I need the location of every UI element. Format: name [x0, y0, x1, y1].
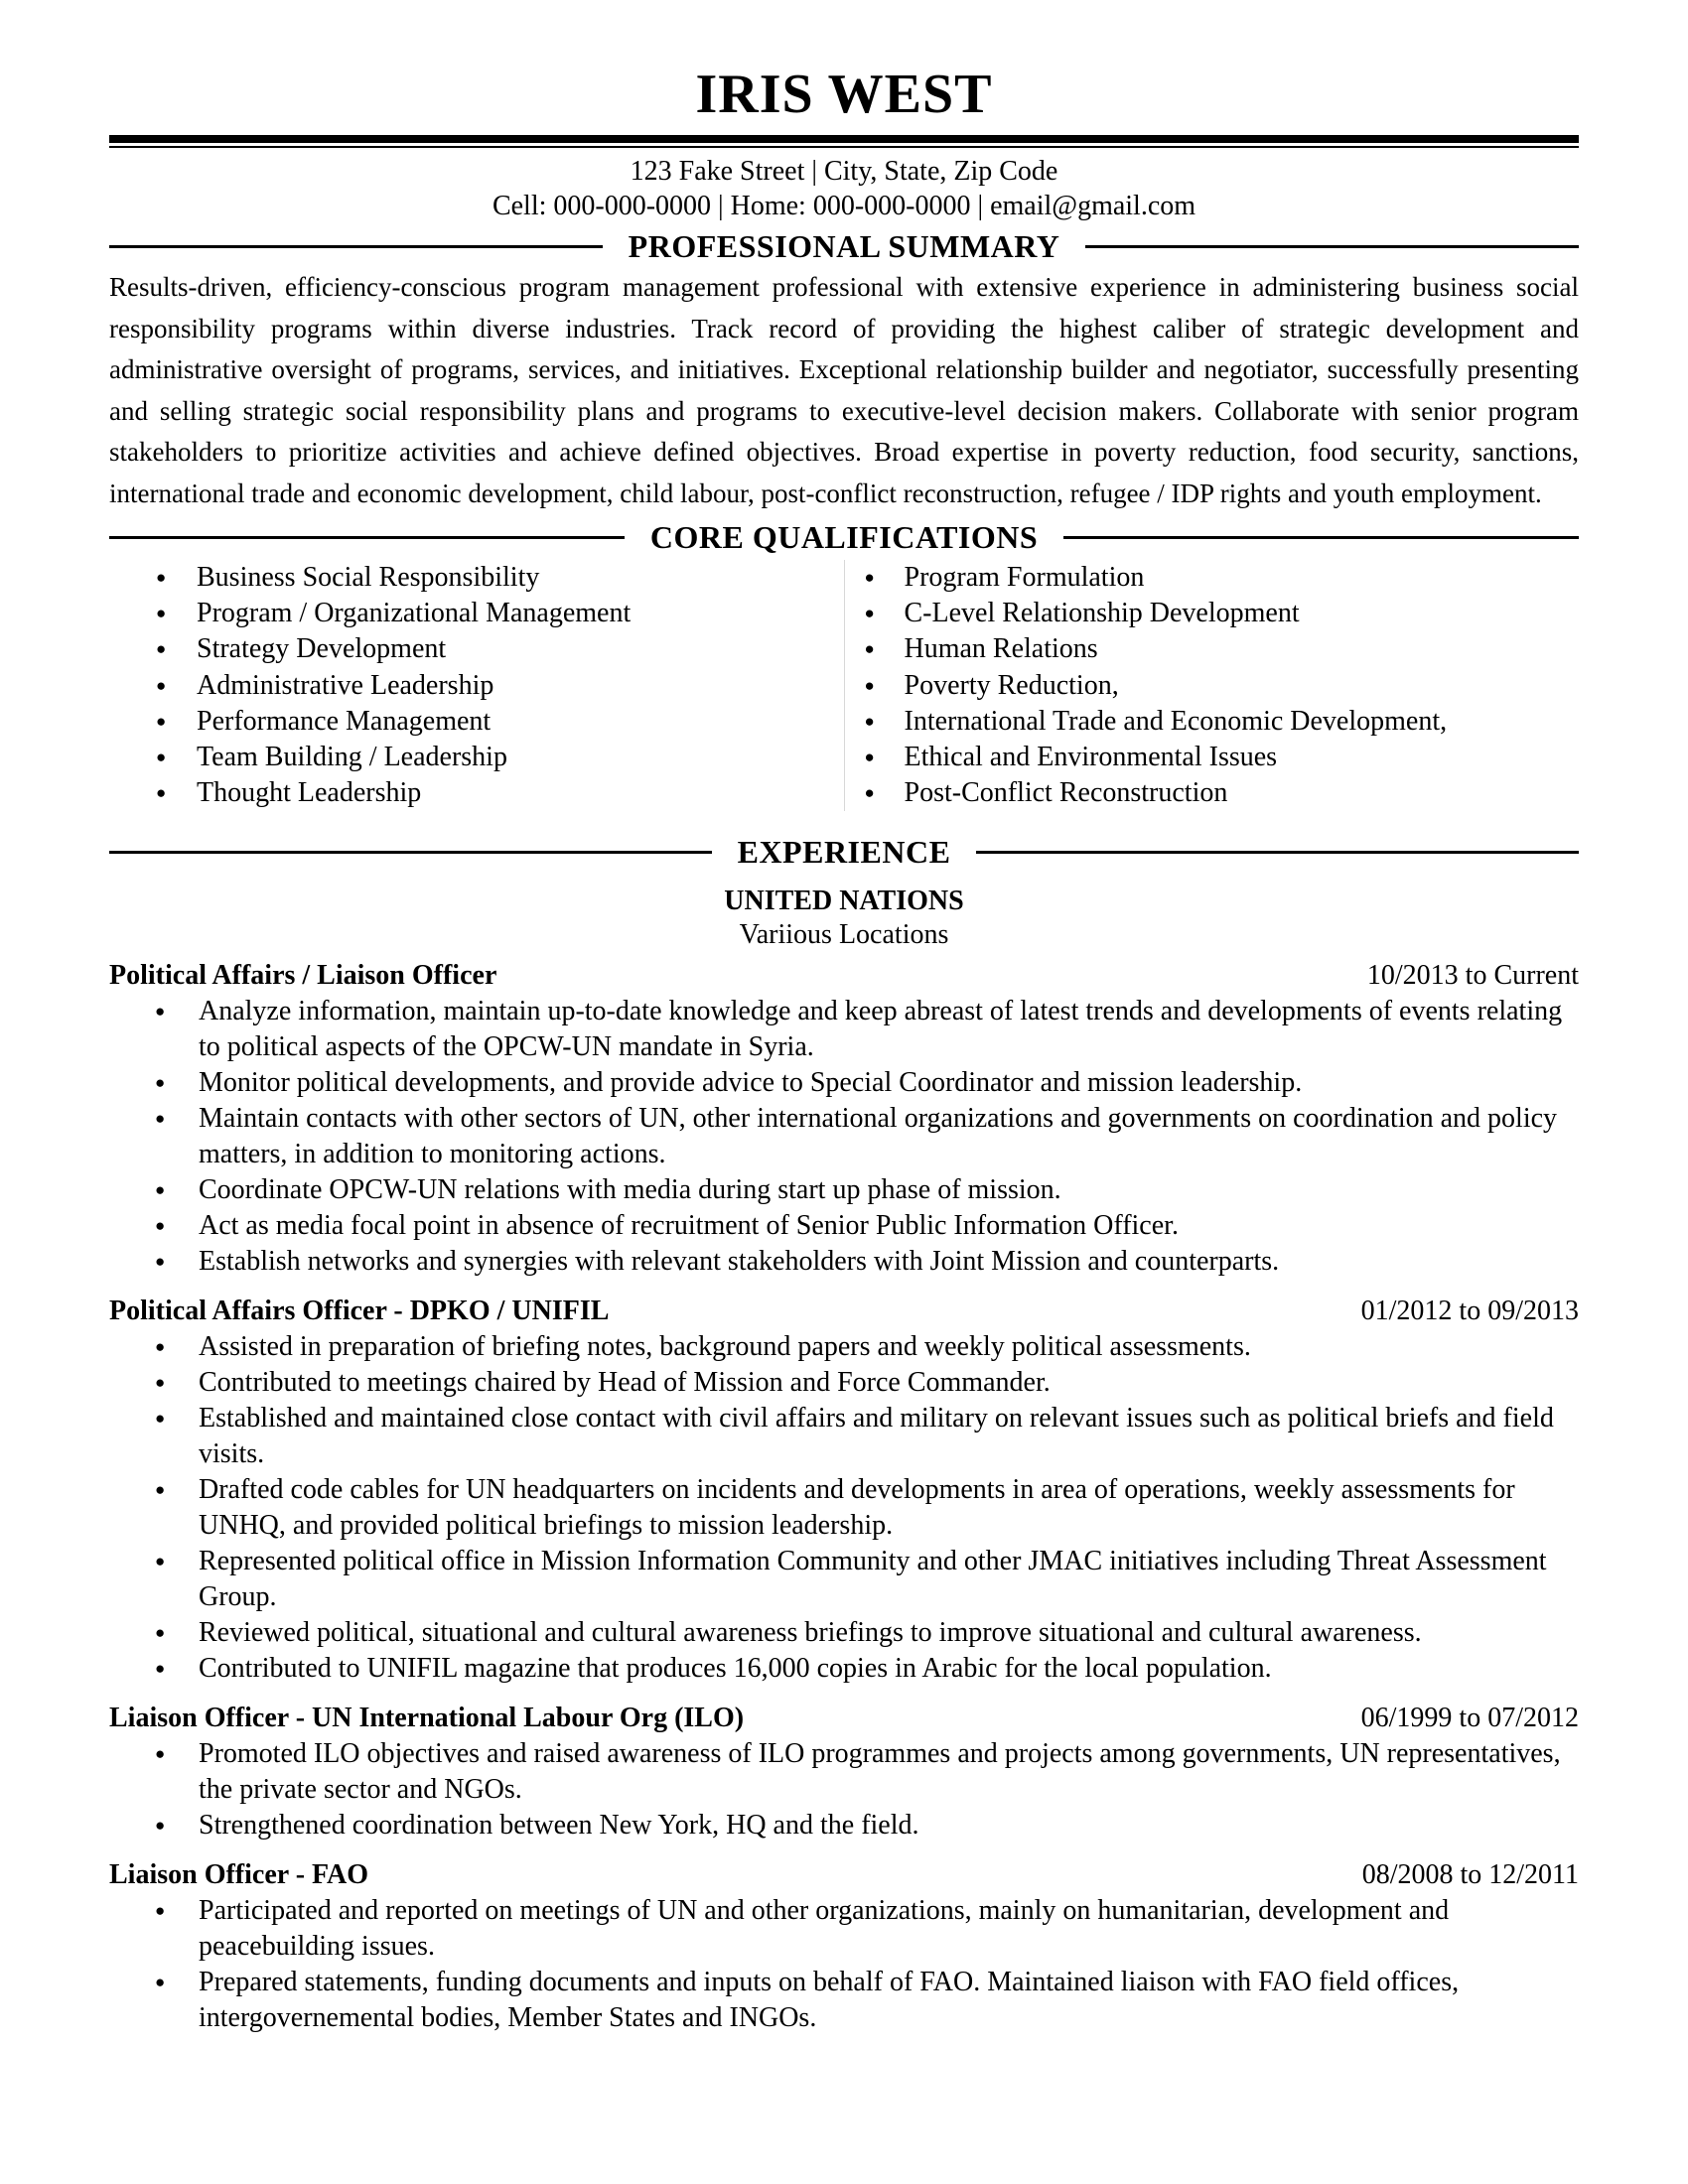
- summary-text: Results-driven, efficiency-conscious program management professional with extensive experience in administering business social responsibility programs within diverse industries. Track record of providing the highest caliber of strategic development and administrative oversight of programs, services, and initiatives. Exceptional relationship builder and negotiator, successfully presenting and selling strategic social responsibility plans and programs to executive-level decision makers. Collaborate with senior program stakeholders to prioritize activities and achieve defined objectives. Broad expertise in poverty reduction, food security, sanctions, international trade and economic development, child labour, post-conflict reconstruction, refugee / IDP rights and youth employment.: [109, 272, 1579, 508]
- job-bullet: ● Contributed to UNIFIL magazine that produces 16,000 copies in Arabic for the local population.: [109, 1651, 1579, 1687]
- job-dates: 08/2008 to 12/2011: [1361, 1859, 1579, 1891]
- qualification-item: ● Team Building / Leadership: [109, 740, 844, 775]
- contact-phones: Cell: 000-000-0000 | Home: 000-000-0000 | email@gmail.com: [492, 191, 1196, 221]
- job-bullets: [109, 1736, 1579, 1843]
- employer-location: Variious Locations: [739, 919, 949, 951]
- job-bullets: [109, 1893, 1579, 2036]
- job-bullets: [109, 994, 1579, 1280]
- summary-heading-row: [109, 227, 1579, 265]
- heading-rule-right: [1063, 536, 1579, 539]
- job-header: [109, 1294, 1579, 1329]
- job-bullet: ● Analyze information, maintain up-to-date knowledge and keep abreast of latest trends and developments of events relating to political aspects of the OPCW-UN mandate in Syria.: [109, 994, 1579, 1065]
- summary-heading: PROFESSIONAL SUMMARY: [628, 228, 1060, 264]
- heading-rule-right: [1085, 245, 1579, 248]
- job-bullet: ● Drafted code cables for UN headquarters on incidents and developments in area of operations, weekly assessments for UNHQ, and provided political briefings to mission leadership.: [109, 1472, 1579, 1544]
- job-entry: [109, 1701, 1579, 1843]
- heading-rule-right: [976, 851, 1579, 854]
- job-bullet: ● Coordinate OPCW-UN relations with media during start up phase of mission.: [109, 1172, 1579, 1208]
- job-title: Political Affairs / Liaison Officer: [109, 960, 497, 992]
- employer-name: UNITED NATIONS: [724, 886, 964, 917]
- header-rule-thick: [109, 135, 1579, 143]
- job-bullet: ● Prepared statements, funding documents and inputs on behalf of FAO. Maintained liaison with FAO field offices, intergovernemental bodies, Member States and INGOs.: [109, 1965, 1579, 2036]
- qualification-item: ● Business Social Responsibility: [109, 560, 844, 596]
- job-bullet: ● Establish networks and synergies with relevant stakeholders with Joint Mission and counterparts.: [109, 1244, 1579, 1280]
- job-entry: [109, 958, 1579, 1280]
- job-bullet: ● Participated and reported on meetings of UN and other organizations, mainly on humanitarian, development and peacebuilding issues.: [109, 1893, 1579, 1965]
- qualifications-right-list: [845, 560, 1580, 811]
- job-bullet: ● Maintain contacts with other sectors of UN, other international organizations and governments on coordination and policy matters, in addition to monitoring actions.: [109, 1101, 1579, 1172]
- heading-rule-left: [109, 851, 712, 854]
- experience-heading-row: [109, 833, 1579, 871]
- job-title: Political Affairs Officer - DPKO / UNIFIL: [109, 1296, 610, 1327]
- qualification-item: ● International Trade and Economic Development,: [845, 704, 1580, 740]
- qualifications-heading: CORE QUALIFICATIONS: [649, 519, 1039, 555]
- job-header: [109, 1857, 1579, 1893]
- qualification-item: ● Performance Management: [109, 704, 844, 740]
- job-bullet: ● Contributed to meetings chaired by Head of Mission and Force Commander.: [109, 1365, 1579, 1401]
- qualifications-columns: [109, 560, 1579, 811]
- qualification-item: ● Human Relations: [845, 631, 1580, 667]
- job-header: [109, 1701, 1579, 1736]
- header-rule-thin: [109, 146, 1579, 148]
- job-bullet: ● Established and maintained close contact with civil affairs and military on relevant issues such as political briefs and field visits.: [109, 1401, 1579, 1472]
- heading-rule-left: [109, 536, 625, 539]
- qualification-item: ● Thought Leadership: [109, 775, 844, 811]
- resume-page: [109, 60, 1579, 2036]
- job-bullet: ● Reviewed political, situational and cultural awareness briefings to improve situational and cultural awareness.: [109, 1615, 1579, 1651]
- job-bullet: ● Act as media focal point in absence of recruitment of Senior Public Information Officer.: [109, 1208, 1579, 1244]
- job-bullet: ● Promoted ILO objectives and raised awareness of ILO programmes and projects among governments, UN representatives, the private sector and NGOs.: [109, 1736, 1579, 1808]
- qualification-item: ● Program Formulation: [845, 560, 1580, 596]
- heading-rule-left: [109, 245, 603, 248]
- job-dates: 06/1999 to 07/2012: [1360, 1703, 1579, 1734]
- qualification-item: ● Strategy Development: [109, 631, 844, 667]
- job-bullet: ● Assisted in preparation of briefing notes, background papers and weekly political assessments.: [109, 1329, 1579, 1365]
- job-bullet: ● Monitor political developments, and provide advice to Special Coordinator and mission leadership.: [109, 1065, 1579, 1101]
- contact-address: 123 Fake Street | City, State, Zip Code: [630, 156, 1058, 187]
- qualifications-heading-row: [109, 518, 1579, 556]
- qualification-item: ● Program / Organizational Management: [109, 596, 844, 631]
- qualifications-left-list: [109, 560, 845, 811]
- job-bullet: ● Represented political office in Mission Information Community and other JMAC initiatives including Threat Assessment Group.: [109, 1544, 1579, 1615]
- job-entry: [109, 1294, 1579, 1687]
- experience-heading: EXPERIENCE: [737, 834, 951, 871]
- job-title: Liaison Officer - FAO: [109, 1859, 369, 1891]
- qualification-item: ● Administrative Leadership: [109, 668, 844, 704]
- job-header: [109, 958, 1579, 994]
- job-bullet: ● Strengthened coordination between New York, HQ and the field.: [109, 1808, 1579, 1843]
- job-title: Liaison Officer - UN International Labour Org (ILO): [109, 1703, 745, 1734]
- qualification-item: ● Ethical and Environmental Issues: [845, 740, 1580, 775]
- job-entry: [109, 1857, 1579, 2036]
- job-dates: 01/2012 to 09/2013: [1360, 1296, 1579, 1327]
- candidate-name: IRIS WEST: [695, 64, 993, 125]
- job-dates: 10/2013 to Current: [1366, 960, 1579, 992]
- qualification-item: ● Post-Conflict Reconstruction: [845, 775, 1580, 811]
- qualification-item: ● C-Level Relationship Development: [845, 596, 1580, 631]
- job-bullets: [109, 1329, 1579, 1687]
- qualification-item: ● Poverty Reduction,: [845, 668, 1580, 704]
